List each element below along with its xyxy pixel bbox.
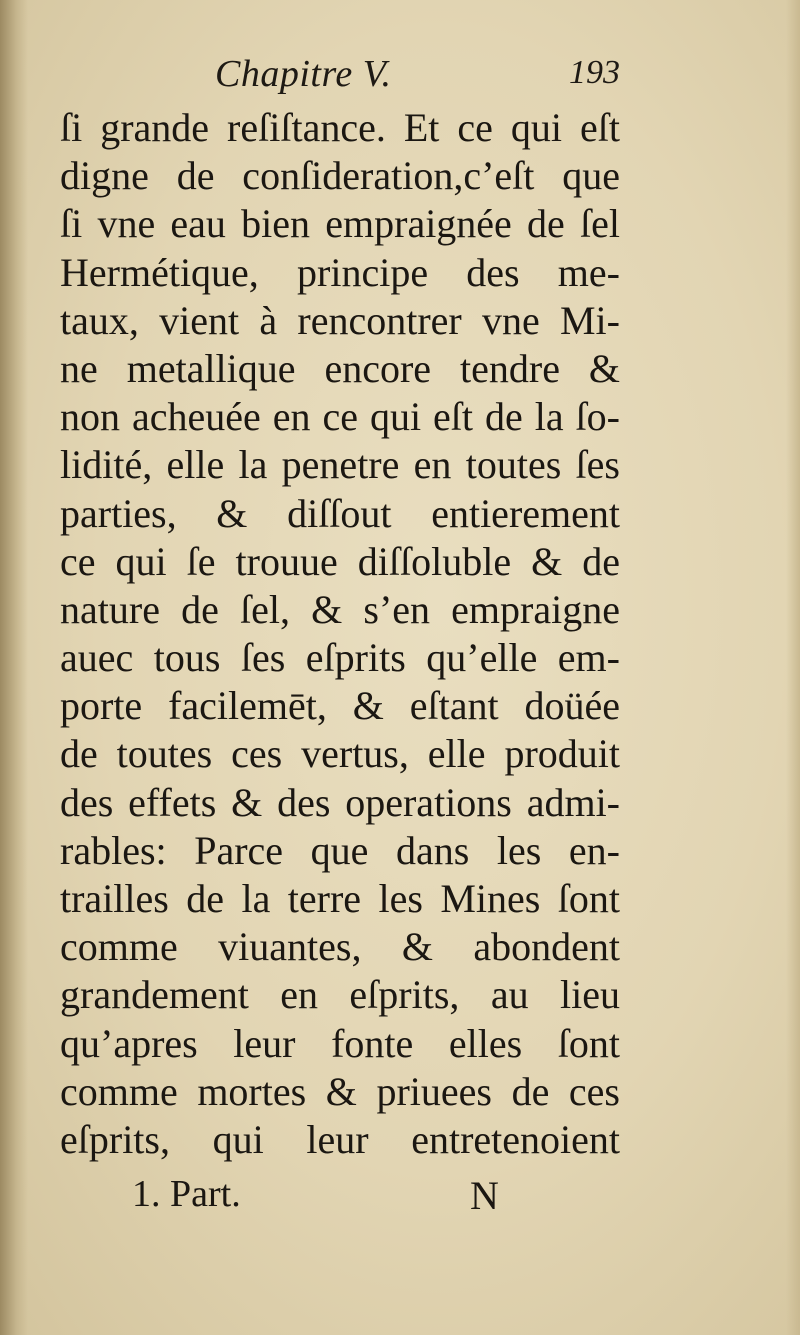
- text-line: lidité, elle la penetre en toutes ſes: [60, 442, 620, 488]
- part-label: 1. Part.: [132, 1173, 241, 1215]
- text-line: de toutes ces vertus, elle produit: [60, 731, 620, 777]
- page-footer: [60, 1172, 620, 1222]
- body-text: [60, 104, 620, 1164]
- text-line: comme mortes & priuees de ces: [60, 1068, 620, 1114]
- text-line: qu’apres leur fonte elles ſont: [60, 1020, 620, 1066]
- text-line: grandement en eſprits, au lieu: [60, 972, 620, 1018]
- text-line: rables: Parce que dans les en-: [60, 827, 620, 873]
- text-line: trailles de la terre les Mines ſont: [60, 876, 620, 921]
- text-line: auec tous ſes eſprits qu’elle em-: [60, 635, 620, 681]
- text-line: ce qui ſe trouue diſſoluble & de: [60, 538, 620, 584]
- text-line: comme viuantes, & abondent: [60, 924, 620, 970]
- text-line: porte facilemēt, & eſtant doüée: [60, 683, 620, 729]
- text-line: eſprits, qui leur entretenoient: [60, 1116, 620, 1162]
- text-line: parties, & diſſout entierement: [60, 490, 620, 536]
- text-line: taux, vient à rencontrer vne Mi-: [60, 297, 620, 343]
- signature-mark: N: [470, 1173, 499, 1218]
- text-line: non acheuée en ce qui eſt de la ſo-: [60, 394, 620, 440]
- text-line: digne de conſideration,c’eſt que: [60, 153, 620, 199]
- text-line: ſi vne eau bien empraignée de ſel: [60, 201, 620, 247]
- text-line: Hermétique, principe des me-: [60, 249, 620, 295]
- running-head: [60, 52, 620, 102]
- page-number: 193: [569, 54, 620, 91]
- text-line: des effets & des operations admi-: [60, 779, 620, 825]
- text-line: nature de ſel, & s’en empraigne: [60, 586, 620, 632]
- text-line: ſi grande reſiſtance. Et ce qui eſt: [60, 105, 620, 150]
- text-line: ne metallique encore tendre &: [60, 345, 620, 391]
- chapter-title: Chapitre V.: [215, 53, 392, 95]
